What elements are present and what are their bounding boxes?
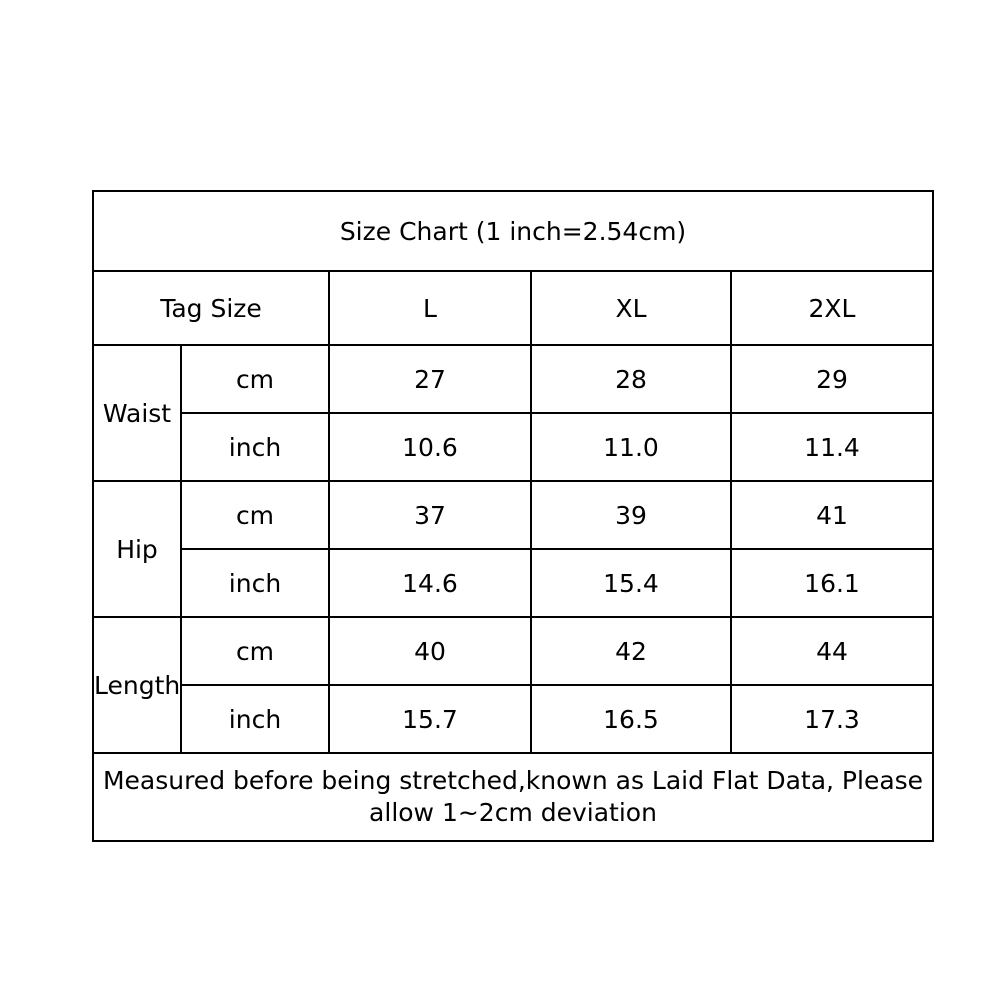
value-cell: 15.4 bbox=[531, 549, 731, 617]
unit-cell: inch bbox=[181, 549, 329, 617]
value-cell: 15.7 bbox=[329, 685, 531, 753]
size-chart-table bbox=[92, 190, 934, 842]
value-cell: 17.3 bbox=[731, 685, 933, 753]
size-header-2xl: 2XL bbox=[731, 271, 933, 345]
value-cell: 44 bbox=[731, 617, 933, 685]
table-row bbox=[93, 345, 933, 413]
unit-cell: inch bbox=[181, 413, 329, 481]
value-cell: 41 bbox=[731, 481, 933, 549]
table-row bbox=[93, 549, 933, 617]
table-row bbox=[93, 413, 933, 481]
value-cell: 42 bbox=[531, 617, 731, 685]
table-row bbox=[93, 685, 933, 753]
value-cell: 28 bbox=[531, 345, 731, 413]
value-cell: 37 bbox=[329, 481, 531, 549]
measurement-label-waist: Waist bbox=[93, 345, 181, 481]
size-header-xl: XL bbox=[531, 271, 731, 345]
size-chart-container bbox=[92, 190, 932, 842]
value-cell: 10.6 bbox=[329, 413, 531, 481]
chart-note: Measured before being stretched,known as Laid Flat Data, Please allow 1~2cm deviation bbox=[93, 753, 933, 841]
table-row-title bbox=[93, 191, 933, 271]
chart-title: Size Chart (1 inch=2.54cm) bbox=[93, 191, 933, 271]
value-cell: 40 bbox=[329, 617, 531, 685]
value-cell: 27 bbox=[329, 345, 531, 413]
value-cell: 14.6 bbox=[329, 549, 531, 617]
tag-size-label: Tag Size bbox=[93, 271, 329, 345]
measurement-label-length: Length bbox=[93, 617, 181, 753]
table-row bbox=[93, 481, 933, 549]
table-row bbox=[93, 617, 933, 685]
size-header-l: L bbox=[329, 271, 531, 345]
value-cell: 16.1 bbox=[731, 549, 933, 617]
table-row-note bbox=[93, 753, 933, 841]
measurement-label-hip: Hip bbox=[93, 481, 181, 617]
table-row-header bbox=[93, 271, 933, 345]
value-cell: 11.0 bbox=[531, 413, 731, 481]
value-cell: 29 bbox=[731, 345, 933, 413]
unit-cell: cm bbox=[181, 345, 329, 413]
unit-cell: inch bbox=[181, 685, 329, 753]
unit-cell: cm bbox=[181, 481, 329, 549]
unit-cell: cm bbox=[181, 617, 329, 685]
value-cell: 11.4 bbox=[731, 413, 933, 481]
value-cell: 16.5 bbox=[531, 685, 731, 753]
value-cell: 39 bbox=[531, 481, 731, 549]
